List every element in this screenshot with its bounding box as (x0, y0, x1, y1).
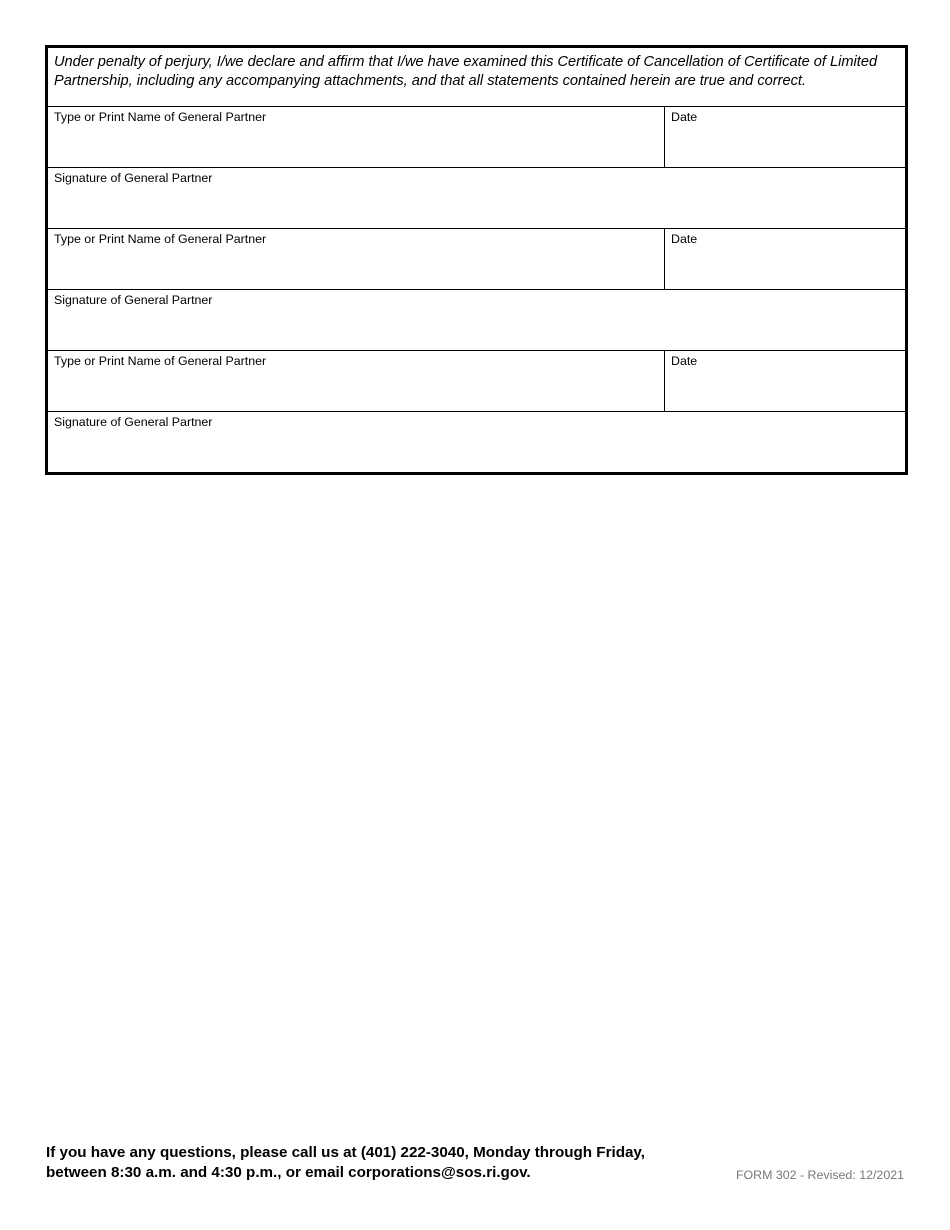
partner-date-label: Date (671, 110, 698, 124)
partner-signature-row (48, 168, 905, 229)
partner-signature-row (48, 290, 905, 351)
contact-info (46, 1143, 706, 1182)
partner-date-label: Date (671, 354, 698, 368)
partner-name-label: Type or Print Name of General Partner (54, 232, 267, 246)
partner-date-field[interactable] (665, 107, 905, 167)
contact-line-1: If you have any questions, please call us at (401) 222-3040, Monday through Friday, (46, 1144, 645, 1161)
partner-signature-label: Signature of General Partner (54, 293, 213, 307)
partner-date-label: Date (671, 232, 698, 246)
partner-name-field[interactable] (48, 351, 665, 411)
partner-name-row (48, 107, 905, 168)
partner-date-field[interactable] (665, 229, 905, 289)
partner-name-field[interactable] (48, 107, 665, 167)
signature-form (45, 45, 908, 475)
partner-name-label: Type or Print Name of General Partner (54, 110, 267, 124)
partner-signature-field[interactable] (48, 168, 905, 228)
partner-name-field[interactable] (48, 229, 665, 289)
perjury-declaration: Under penalty of perjury, I/we declare and affirm that I/we have examined this Certificate of Cancellation of Certificate of Limited Partnership, including any accompanying attachments, and that all statements contained herein are true and correct. (48, 48, 905, 107)
partner-signature-label: Signature of General Partner (54, 415, 213, 429)
partner-signature-label: Signature of General Partner (54, 171, 213, 185)
partner-date-field[interactable] (665, 351, 905, 411)
partner-signature-field[interactable] (48, 290, 905, 350)
contact-line-2: between 8:30 a.m. and 4:30 p.m., or email corporations@sos.ri.gov. (46, 1163, 531, 1181)
form-revision-id: FORM 302 - Revised: 12/2021 (735, 1168, 904, 1182)
partner-signature-field[interactable] (48, 412, 905, 472)
partner-signature-row (48, 412, 905, 472)
partner-name-row (48, 351, 905, 412)
partner-name-label: Type or Print Name of General Partner (54, 354, 267, 368)
partner-name-row (48, 229, 905, 290)
